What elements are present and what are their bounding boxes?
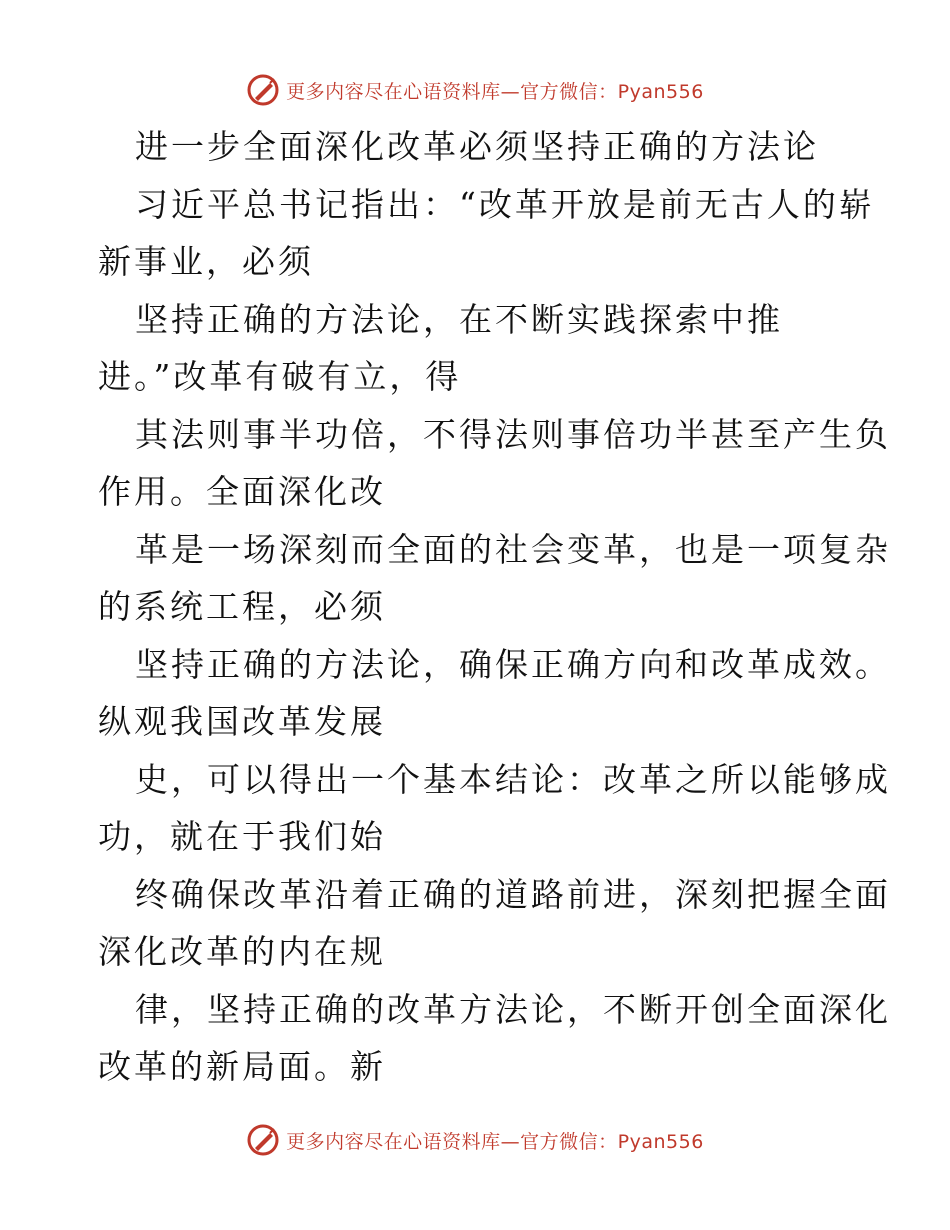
footer-banner — [0, 1120, 950, 1160]
pen-logo-icon — [246, 1123, 280, 1157]
text-line: 纵观我国改革发展 — [98, 702, 386, 741]
document-body — [98, 118, 891, 1096]
text-line: 终确保改革沿着正确的道路前进，深刻把握全面 — [135, 874, 891, 914]
text-line: 新事业，必须 — [98, 242, 314, 281]
text-line: 习近平总书记指出：“改革开放是前无古人的崭 — [135, 184, 875, 224]
pen-logo-icon — [246, 73, 280, 107]
text-line: 的系统工程，必须 — [98, 587, 386, 626]
text-line: 功，就在于我们始 — [98, 817, 386, 856]
text-line: 深化改革的内在规 — [98, 932, 386, 971]
header-banner — [0, 70, 950, 110]
banner-text: 更多内容尽在心语资料库—官方微信：Pyan556 — [286, 1130, 704, 1153]
text-line: 进。”改革有破有立，得 — [98, 357, 462, 396]
text-line: 史，可以得出一个基本结论：改革之所以能够成 — [135, 759, 891, 799]
text-line: 改革的新局面。新 — [98, 1047, 386, 1086]
banner-text: 更多内容尽在心语资料库—官方微信：Pyan556 — [286, 80, 704, 103]
text-line: 进一步全面深化改革必须坚持正确的方法论 — [135, 127, 819, 166]
text-line: 革是一场深刻而全面的社会变革，也是一项复杂 — [135, 529, 891, 569]
text-line: 坚持正确的方法论，在不断实践探索中推 — [135, 299, 783, 339]
text-line: 律，坚持正确的改革方法论，不断开创全面深化 — [135, 989, 891, 1029]
text-line: 坚持正确的方法论，确保正确方向和改革成效。 — [135, 644, 891, 684]
text-line: 其法则事半功倍，不得法则事倍功半甚至产生负 — [135, 414, 891, 454]
text-line: 作用。全面深化改 — [98, 472, 386, 511]
